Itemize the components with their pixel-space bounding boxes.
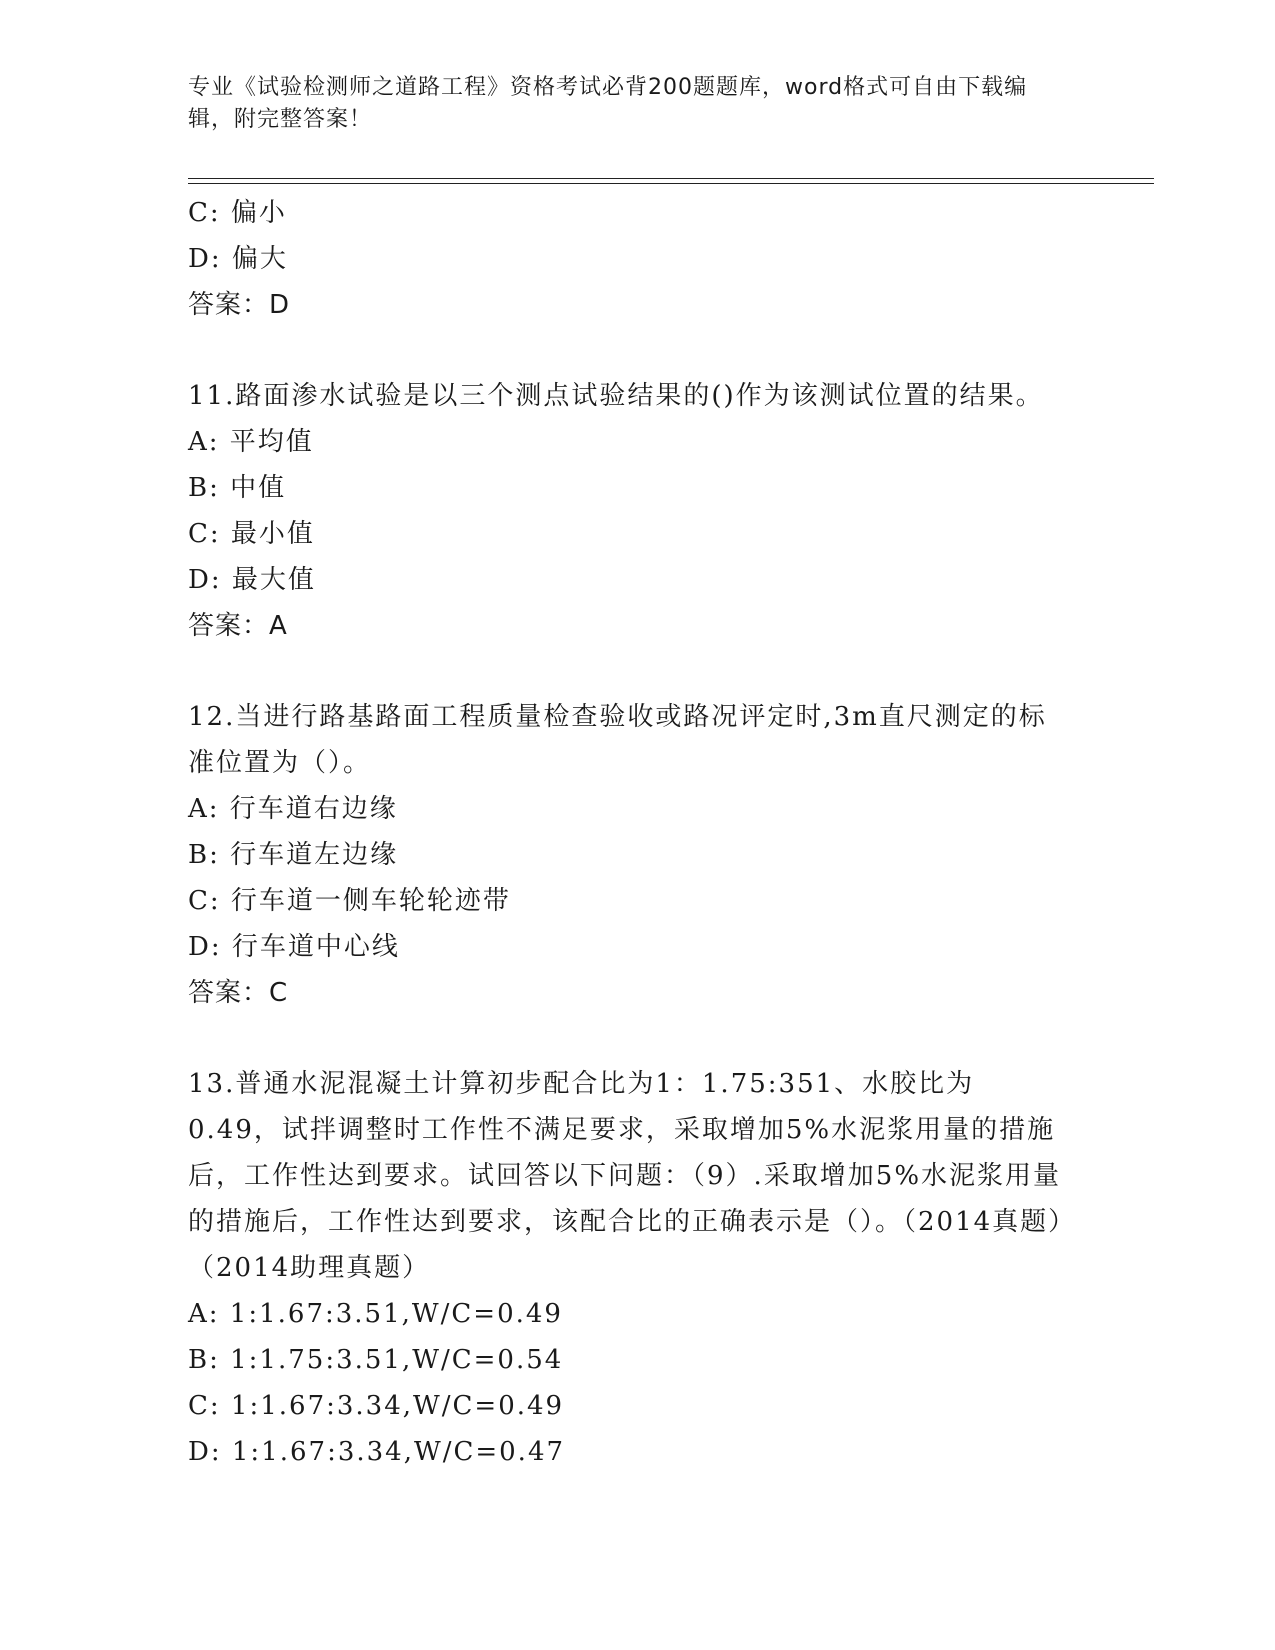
option-c: C: 偏小 xyxy=(188,198,287,228)
option-d: D: 最大值 xyxy=(188,565,316,595)
option-b: B: 行车道左边缘 xyxy=(188,840,399,870)
option-d: D: 行车道中心线 xyxy=(188,932,400,962)
question-12 xyxy=(188,694,1068,1016)
spacer xyxy=(188,1016,1068,1061)
option-a: A: 1:1.67:3.51,W/C=0.49 xyxy=(188,1299,563,1329)
answer-line: 答案：C xyxy=(188,978,289,1008)
option-c: C: 最小值 xyxy=(188,519,315,549)
question-content xyxy=(188,190,1068,1475)
option-b: B: 中值 xyxy=(188,473,287,503)
spacer xyxy=(188,649,1068,694)
answer-line: 答案：D xyxy=(188,290,291,320)
option-d: D: 1:1.67:3.34,W/C=0.47 xyxy=(188,1437,566,1467)
option-c: C: 行车道一侧车轮轮迹带 xyxy=(188,886,511,916)
question-11 xyxy=(188,373,1068,649)
answer-line: 答案：A xyxy=(188,611,288,641)
option-c: C: 1:1.67:3.34,W/C=0.49 xyxy=(188,1391,565,1421)
option-d: D: 偏大 xyxy=(188,244,288,274)
question-stem: 11.路面渗水试验是以三个测点试验结果的()作为该测试位置的结果。 xyxy=(188,381,1044,411)
question-stem: 13.普通水泥混凝土计算初步配合比为1：1.75:351、水胶比为0.49，试拌调整时工作性不满足要求，采取增加5%水泥浆用量的措施后，工作性达到要求。试回答以下问题：（9）.采取增加5%水泥浆用量的措施后，工作性达到要求，该配合比的正确表示是（）。（2014真题）（2014助理真题） xyxy=(188,1069,1064,1283)
option-a: A: 行车道右边缘 xyxy=(188,794,398,824)
header-divider-double xyxy=(188,183,1154,184)
previous-question-tail xyxy=(188,190,1068,328)
option-b: B: 1:1.75:3.51,W/C=0.54 xyxy=(188,1345,564,1375)
option-a: A: 平均值 xyxy=(188,427,314,457)
question-stem: 12.当进行路基路面工程质量检查验收或路况评定时,3m直尺测定的标准位置为（）。 xyxy=(188,702,1047,778)
document-header: 专业《试验检测师之道路工程》资格考试必背200题题库，word格式可自由下载编辑，附完整答案！ xyxy=(188,75,1028,132)
header-divider xyxy=(188,178,1154,179)
spacer xyxy=(188,328,1068,373)
question-13 xyxy=(188,1061,1068,1475)
